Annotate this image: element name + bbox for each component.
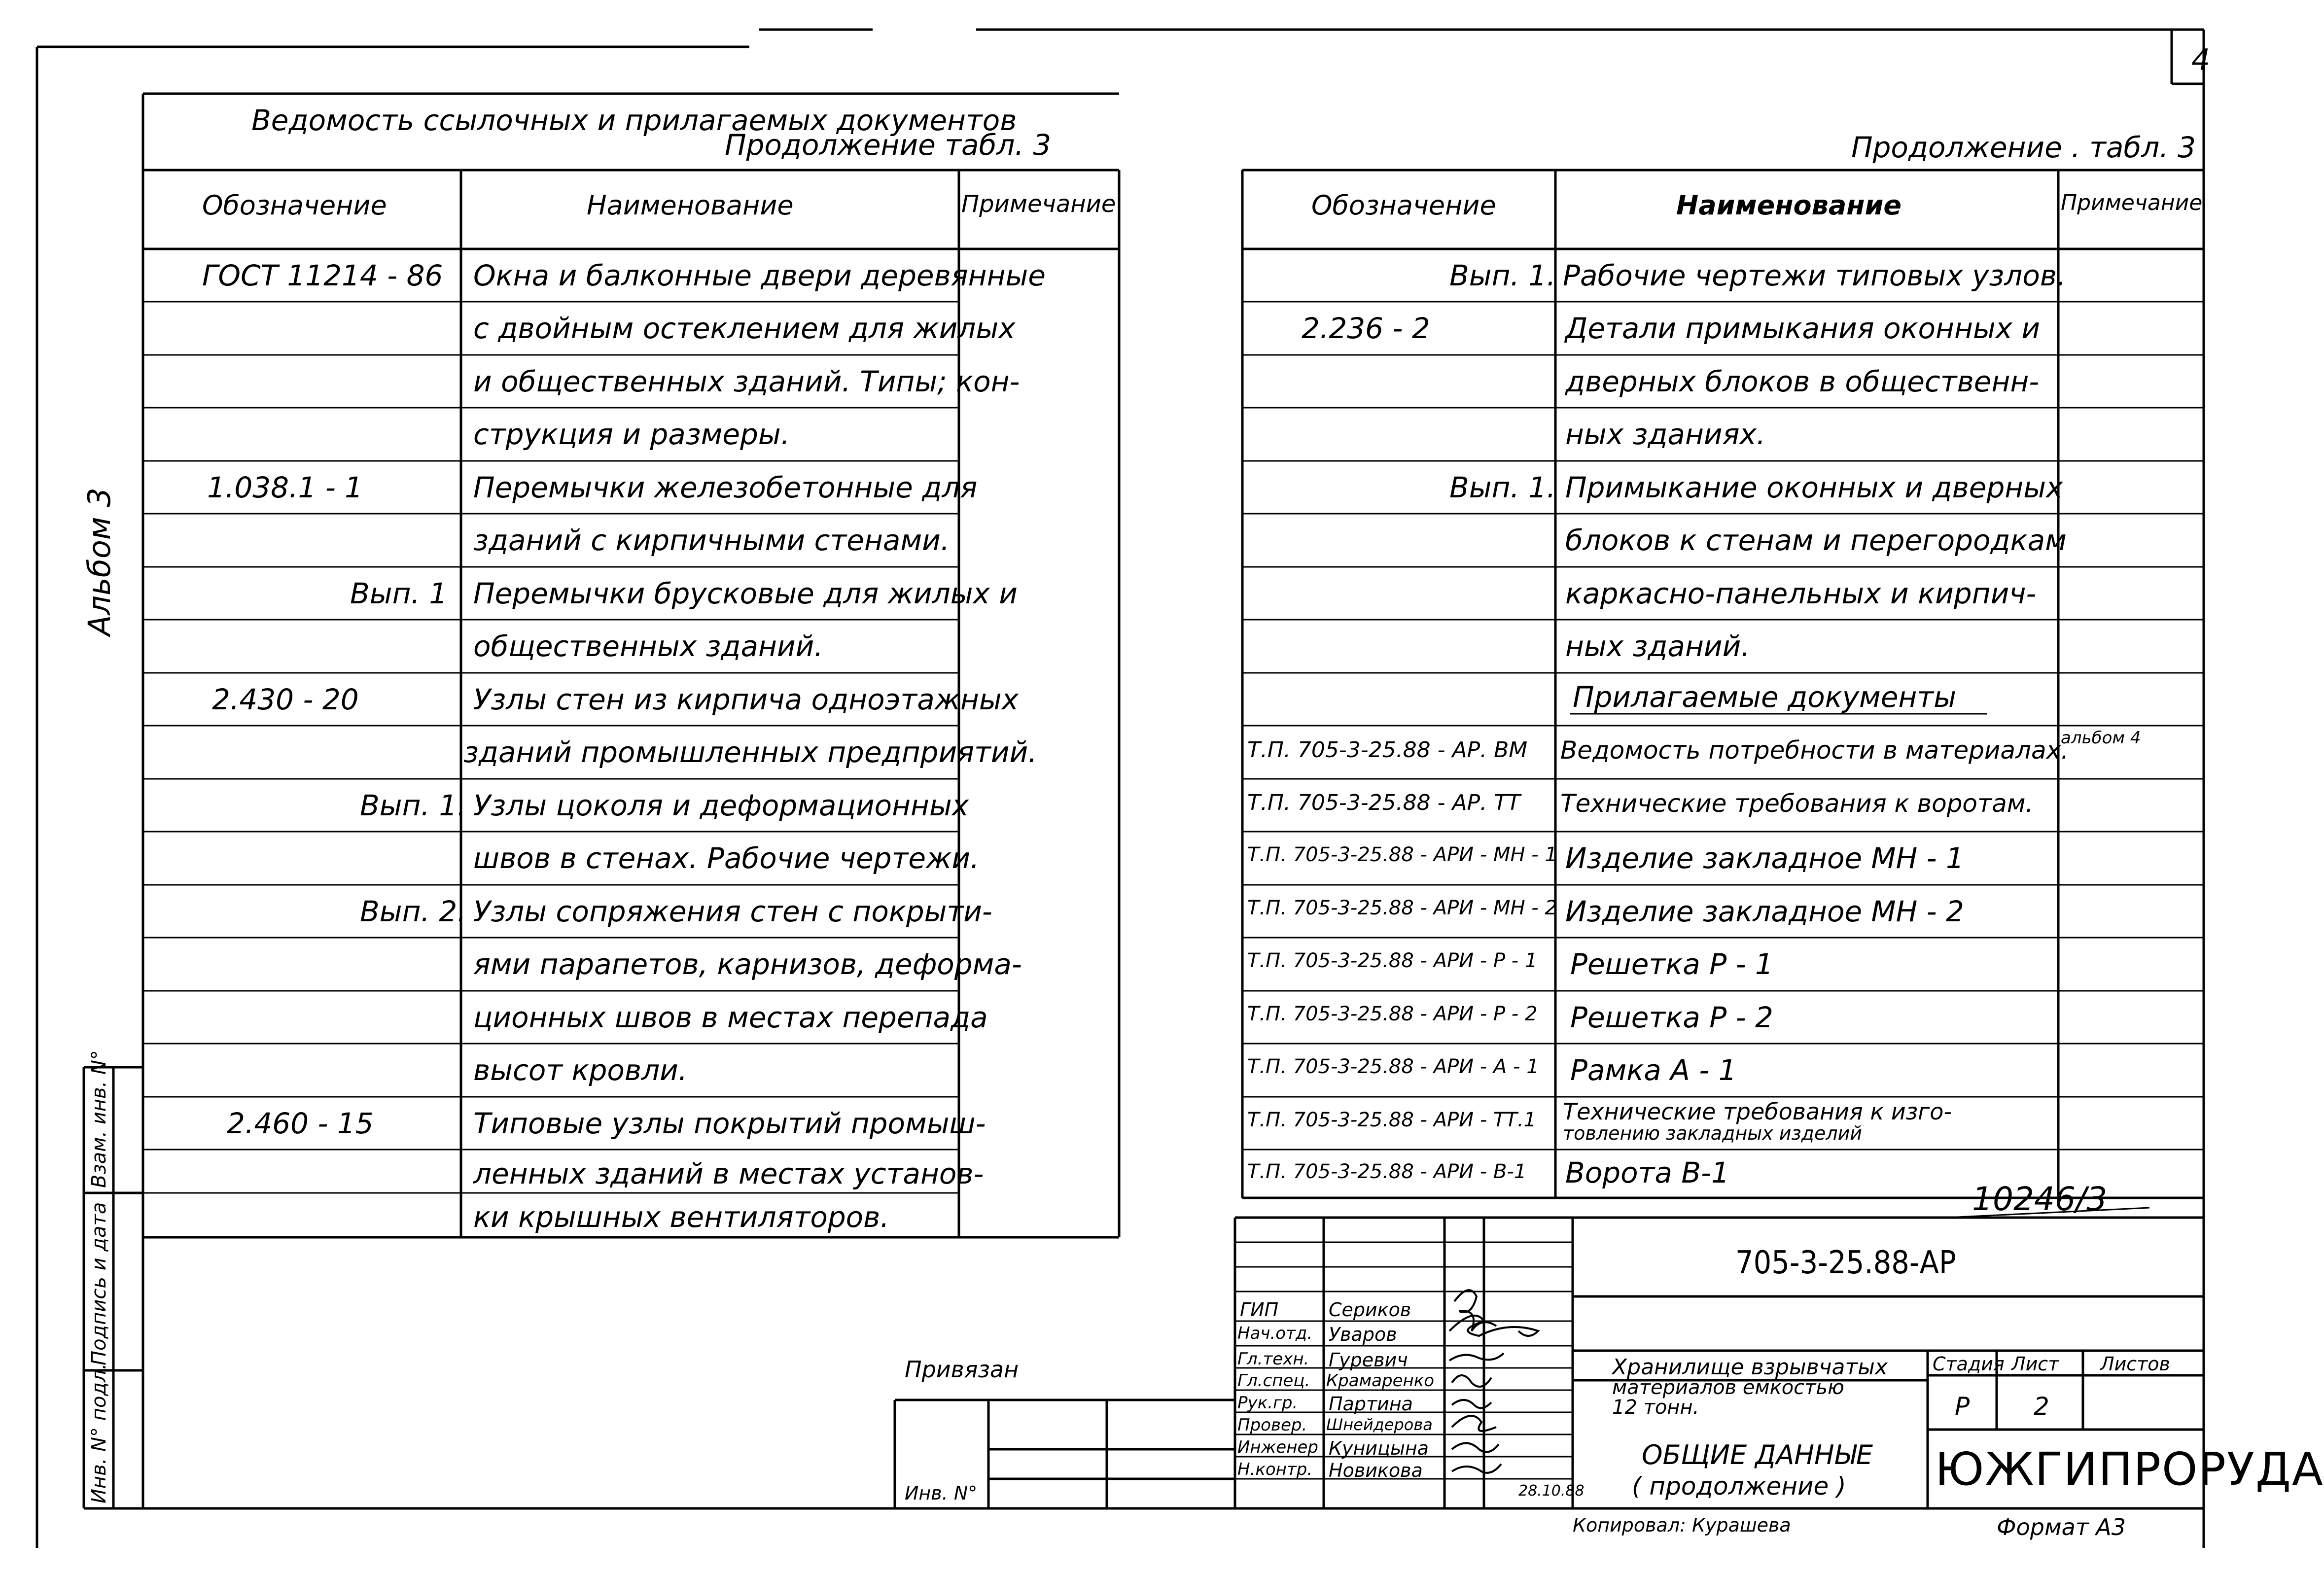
attached-documents-heading: Прилагаемые документы	[1573, 680, 1956, 714]
right-row-designation: Т.П. 705-3-25.88 - АРИ - ТТ.1	[1247, 1109, 1536, 1131]
left-row-name: с двойным остеклением для жилых	[473, 312, 1016, 345]
left-row-designation: Вып. 1	[350, 577, 448, 610]
stamp-role: Инженер	[1237, 1437, 1318, 1457]
right-header-designation: Обозначение	[1311, 190, 1496, 221]
doc-subtitle: Продолжение табл. 3	[725, 128, 1052, 162]
right-row-designation: Т.П. 705-3-25.88 - АРИ - А - 1	[1247, 1055, 1539, 1078]
right-row-name: каркасно-панельных и кирпич-	[1565, 577, 2037, 610]
sheet-label: Лист	[2011, 1353, 2059, 1375]
right-row-designation: Т.П. 705-3-25.88 - АРИ - Р - 2	[1247, 1003, 1538, 1025]
sheet-value: 2	[2034, 1392, 2049, 1421]
stamp-role: Нач.отд.	[1237, 1324, 1313, 1343]
right-row-name: Решетка Р - 1	[1570, 947, 1773, 981]
stamp-role: Гл.техн.	[1237, 1349, 1309, 1369]
left-row-name: Окна и балконные двери деревянные	[473, 259, 1046, 292]
stamp-person: Гуревич	[1329, 1349, 1408, 1371]
right-row-designation: Т.П. 705-3-25.88 - АРИ - В-1	[1247, 1160, 1527, 1183]
object-line2: материалов емкостью	[1612, 1376, 1844, 1399]
left-row-name: ленных зданий в местах установ-	[473, 1157, 984, 1190]
left-row-name: ки крышных вентиляторов.	[473, 1200, 889, 1234]
inv-no-label: Инв. N°	[905, 1482, 978, 1504]
right-row-name: Ворота В-1	[1565, 1156, 1729, 1189]
right-row-name: блоков к стенам и перегородкам	[1565, 524, 2067, 557]
signature-uvarov	[1449, 1316, 1538, 1336]
signature-kramarenko	[1452, 1375, 1491, 1387]
right-row-designation: Т.П. 705-3-25.88 - АР. ВМ	[1247, 737, 1528, 763]
right-row-name: ных зданиях.	[1565, 418, 1766, 451]
object-line3: 12 тонн.	[1612, 1396, 1699, 1419]
left-row-designation: 1.038.1 - 1	[207, 471, 363, 504]
left-row-name: и общественных зданий. Типы; кон-	[473, 365, 1020, 398]
right-header-name: Наименование	[1676, 190, 1902, 221]
signature-shneiderova	[1452, 1416, 1496, 1431]
stamp-role: Н.контр.	[1237, 1460, 1313, 1479]
left-row-name: швов в стенах. Рабочие чертежи.	[473, 841, 980, 875]
sheet-title-line2: ( продолжение )	[1632, 1472, 1846, 1501]
right-row-name: Ведомость потребности в материалах.	[1560, 736, 2069, 765]
stamp-doc-code: 705-3-25.88-АР	[1735, 1245, 1956, 1281]
signature-novikova	[1452, 1464, 1501, 1473]
stamp-person: Шнейдерова	[1326, 1415, 1433, 1434]
left-row-name: зданий с кирпичными стенами.	[473, 524, 950, 557]
left-row-name: высот кровли.	[473, 1053, 688, 1087]
right-row-designation: 2.236 - 2	[1302, 312, 1430, 345]
right-row-name: Технические требования к воротам.	[1560, 789, 2034, 818]
stamp-role: Провер.	[1237, 1415, 1307, 1435]
copied-by: Копировал: Курашева	[1573, 1514, 1791, 1536]
stamp-person: Новикова	[1329, 1460, 1423, 1481]
left-row-designation: 2.460 - 15	[227, 1107, 374, 1140]
right-row-designation: Вып. 1.	[1449, 471, 1556, 504]
side-inv-podl: Инв. N° подл.	[88, 1363, 110, 1503]
right-row-name: Изделие закладное МН - 2	[1565, 895, 1964, 928]
left-header-name: Наименование	[587, 190, 794, 221]
stamp-date: 28.10.88	[1518, 1482, 1585, 1500]
right-row-note: альбом 4	[2061, 728, 2141, 748]
album-label: Альбом 3	[81, 488, 117, 636]
right-row-name: дверных блоков в общественн-	[1565, 365, 2040, 398]
signatures	[1449, 1290, 1538, 1473]
left-row-name: ями парапетов, карнизов, деформа-	[473, 947, 1022, 981]
right-row-name: Рабочие чертежи типовых узлов.	[1563, 259, 2066, 292]
left-row-name: струкция и размеры.	[473, 418, 790, 451]
stamp-person: Сериков	[1329, 1299, 1411, 1321]
right-row-name: Изделие закладное МН - 1	[1565, 841, 1964, 875]
organization-logo: ЮЖГИПРОРУДА	[1935, 1443, 2324, 1496]
sheet-number: 4	[2191, 43, 2211, 77]
left-header-designation: Обозначение	[202, 190, 387, 221]
left-row-name: Узлы цоколя и деформационных	[473, 789, 969, 822]
left-row-name: Узлы сопряжения стен с покрыти-	[473, 895, 992, 928]
stamp-person: Партина	[1329, 1393, 1413, 1415]
sheet-format: Формат А3	[1997, 1514, 2126, 1540]
left-header-note: Примечание	[961, 190, 1116, 218]
object-line1: Хранилище взрывчатых	[1612, 1355, 1888, 1380]
stamp-person: Крамаренко	[1326, 1371, 1435, 1391]
privyazan-label: Привязан	[905, 1356, 1019, 1383]
sheets-label: Листов	[2100, 1353, 2170, 1375]
signature-partina	[1452, 1400, 1491, 1408]
left-row-designation: Вып. 1.	[360, 789, 466, 822]
side-vzam-inv: Взам. инв. N°	[88, 1050, 110, 1188]
right-row-designation: Т.П. 705-3-25.88 - АР. ТТ	[1247, 790, 1520, 815]
left-row-designation: 2.430 - 20	[212, 683, 359, 716]
stage-value: Р	[1955, 1392, 1970, 1421]
right-row-name-line2: товлению закладных изделий	[1563, 1122, 1862, 1144]
right-header-note: Примечание	[2061, 190, 2203, 215]
stamp-person: Куницына	[1329, 1437, 1429, 1459]
left-row-name: общественных зданий.	[473, 629, 823, 663]
stamp-role: ГИП	[1240, 1299, 1279, 1321]
left-row-designation: Вып. 2.	[360, 895, 466, 928]
right-row-name: Решетка Р - 2	[1570, 1001, 1773, 1034]
right-row-name: ных зданий.	[1565, 629, 1750, 663]
right-row-designation: Т.П. 705-3-25.88 - АРИ - МН - 1	[1247, 843, 1557, 866]
side-podpis-data: Подпись и дата	[88, 1202, 110, 1365]
sheet-title-line1: ОБЩИЕ ДАННЫЕ	[1642, 1439, 1873, 1470]
stamp-role: Гл.спец.	[1237, 1371, 1310, 1391]
right-row-name: Рамка А - 1	[1570, 1053, 1737, 1087]
stamp-person: Уваров	[1329, 1324, 1397, 1345]
left-row-name: Узлы стен из кирпича одноэтажных	[473, 683, 1019, 716]
stage-label: Стадия	[1933, 1353, 2005, 1375]
right-row-name: Детали примыкания оконных и	[1565, 312, 2041, 345]
doc-title: Ведомость ссылочных и прилагаемых документов	[251, 104, 1017, 137]
signature-gurevich	[1449, 1353, 1504, 1361]
right-row-designation: Т.П. 705-3-25.88 - АРИ - МН - 2	[1247, 897, 1557, 919]
right-row-designation: Вып. 1.	[1449, 259, 1556, 292]
left-row-name: ционных швов в местах перепада	[473, 1001, 988, 1034]
right-row-name: Примыкание оконных и дверных	[1565, 471, 2063, 504]
stamp-role: Рук.гр.	[1237, 1393, 1298, 1413]
left-row-name: Перемычки брусковые для жилых и	[473, 577, 1018, 610]
left-row-name: Перемычки железобетонные для	[473, 471, 978, 504]
right-caption: Продолжение . табл. 3	[1851, 131, 2196, 164]
right-row-name-line1: Технические требования к изго-	[1563, 1098, 1952, 1125]
left-row-name: зданий промышленных предприятий.	[463, 735, 1037, 769]
signature-kunitsyna	[1452, 1443, 1499, 1452]
left-row-name: Типовые узлы покрытий промыш-	[473, 1107, 986, 1140]
handwritten-number: 10246/3	[1972, 1180, 2108, 1218]
right-row-designation: Т.П. 705-3-25.88 - АРИ - Р - 1	[1247, 949, 1538, 972]
left-row-designation: ГОСТ 11214 - 86	[202, 259, 443, 292]
